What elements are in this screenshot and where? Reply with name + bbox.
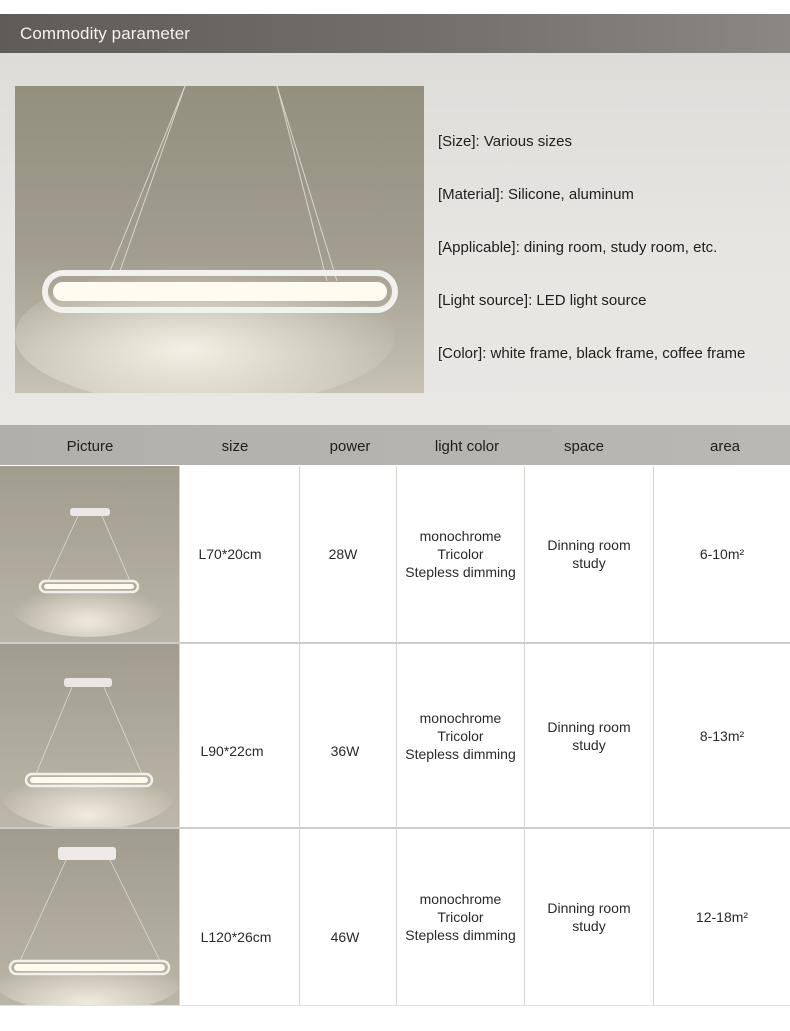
space-cell bbox=[525, 829, 653, 1005]
space-line: study bbox=[572, 555, 606, 571]
spec-material bbox=[438, 186, 634, 203]
column-header-area: area bbox=[709, 438, 741, 455]
light-color-line: Stepless dimming bbox=[405, 745, 516, 762]
section-header bbox=[0, 14, 790, 53]
power-cell: 28W bbox=[328, 546, 358, 562]
space-line: Dinning room bbox=[547, 718, 631, 735]
spec-value: : white frame, black frame, coffee frame bbox=[482, 345, 746, 362]
spec-label: [Light source] bbox=[438, 292, 529, 309]
size-cell: L90*22cm bbox=[200, 743, 264, 759]
section-title: Commodity parameter bbox=[20, 24, 191, 43]
light-color-cell bbox=[397, 829, 524, 1005]
pendant-lamp-thumbnail bbox=[0, 466, 179, 642]
product-thumbnail bbox=[0, 466, 179, 642]
spec-label: [Color] bbox=[438, 345, 483, 362]
column-header-picture: Picture bbox=[66, 438, 114, 455]
light-color-line: Tricolor bbox=[437, 909, 484, 925]
pendant-lamp-illustration bbox=[15, 86, 424, 393]
light-color-line: monochrome bbox=[419, 891, 502, 907]
spec-value: : dining room, study room, etc. bbox=[515, 239, 718, 256]
size-cell: L70*20cm bbox=[198, 546, 262, 562]
light-color-line: Tricolor bbox=[437, 546, 484, 562]
product-thumbnail bbox=[0, 829, 179, 1005]
light-color-line: monochrome bbox=[419, 709, 502, 726]
table-row bbox=[0, 466, 790, 642]
area-cell: 8-13m² bbox=[699, 727, 745, 744]
spec-label: [Applicable] bbox=[438, 239, 516, 256]
light-color-cell bbox=[397, 466, 524, 642]
table-row bbox=[0, 829, 790, 1005]
size-cell: L120*26cm bbox=[200, 929, 272, 945]
area-cell: 6-10m² bbox=[699, 546, 745, 562]
column-header-space: space bbox=[563, 438, 605, 455]
product-intro bbox=[0, 53, 790, 425]
light-color-cell bbox=[397, 644, 524, 827]
space-line: study bbox=[572, 736, 606, 753]
column-header-size: size bbox=[221, 438, 249, 455]
spec-value: : Various sizes bbox=[475, 133, 572, 150]
spec-color bbox=[438, 345, 745, 362]
light-color-line: Stepless dimming bbox=[405, 564, 516, 580]
row-divider bbox=[0, 1005, 790, 1006]
column-header-light-color: light color bbox=[434, 438, 500, 455]
pendant-lamp-thumbnail bbox=[0, 644, 179, 827]
light-color-line: Tricolor bbox=[437, 727, 484, 744]
space-cell bbox=[525, 644, 653, 827]
spec-value: : LED light source bbox=[528, 292, 647, 309]
area-cell: 12-18m² bbox=[695, 909, 749, 925]
spec-label: [Material] bbox=[438, 186, 500, 203]
table-row bbox=[0, 644, 790, 827]
spec-applicable bbox=[438, 239, 717, 256]
spec-size bbox=[438, 133, 572, 150]
space-line: Dinning room bbox=[547, 537, 631, 553]
product-photo bbox=[15, 86, 424, 393]
table-header bbox=[0, 425, 790, 465]
space-line: study bbox=[572, 918, 606, 934]
spec-label: [Size] bbox=[438, 133, 476, 150]
pendant-lamp-thumbnail bbox=[0, 829, 179, 1005]
space-cell bbox=[525, 466, 653, 642]
column-header-power: power bbox=[329, 438, 371, 455]
spec-light-source bbox=[438, 292, 646, 309]
power-cell: 46W bbox=[330, 929, 360, 945]
light-color-line: Stepless dimming bbox=[405, 927, 516, 943]
spec-value: : Silicone, aluminum bbox=[499, 186, 634, 203]
power-cell: 36W bbox=[330, 743, 360, 759]
space-line: Dinning room bbox=[547, 900, 631, 916]
product-thumbnail bbox=[0, 644, 179, 827]
light-color-line: monochrome bbox=[419, 528, 502, 544]
